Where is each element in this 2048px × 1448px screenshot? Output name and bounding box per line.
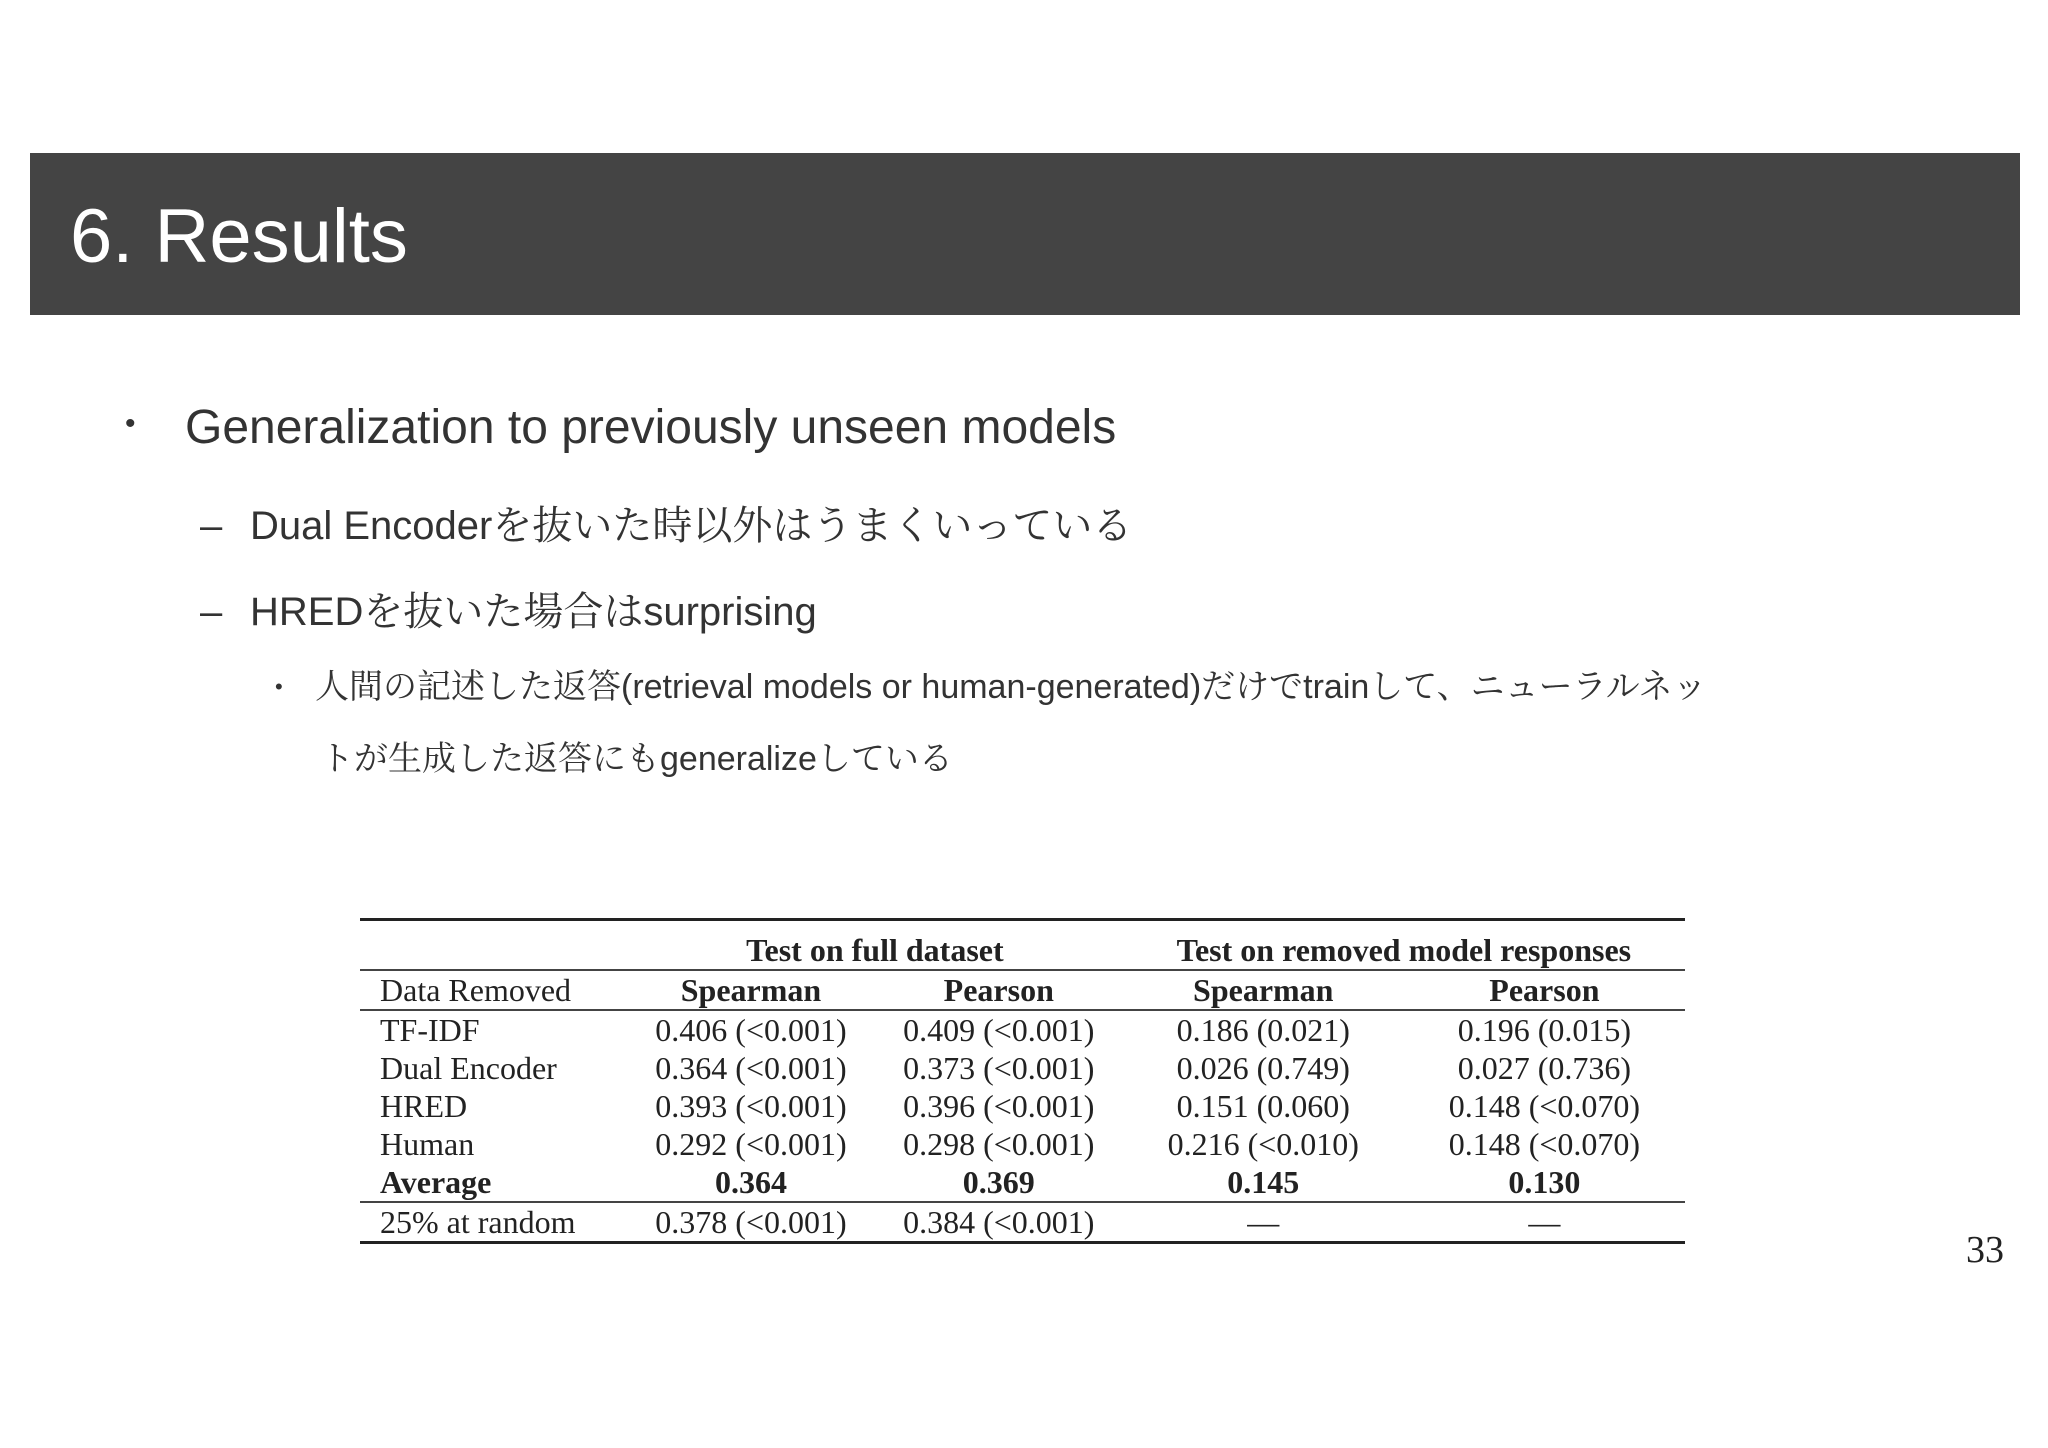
table-row: TF-IDF 0.406 (<0.001) 0.409 (<0.001) 0.186 (0.021) 0.196 (0.015) <box>360 1010 1685 1049</box>
col-header: Pearson <box>943 971 1054 1008</box>
col-header: Data Removed <box>380 971 572 1008</box>
col-header: Spearman <box>680 971 822 1008</box>
group-header: Test on removed model responses <box>1176 931 1632 968</box>
bullet-dash: – <box>200 590 223 634</box>
col-header: Spearman <box>1193 971 1334 1008</box>
bullet-dot: • <box>125 407 136 441</box>
page-number: 33 <box>1966 1229 2004 1271</box>
bullet-level3-line1: 人間の記述した返答(retrieval models or human-generated)だけでtrainして、ニューラルネッ <box>315 668 1707 706</box>
bullet-level3-item <box>275 653 1975 793</box>
average-row: Average 0.364 0.369 0.145 0.130 <box>380 1163 1581 1200</box>
bullet-dash: – <box>200 504 223 548</box>
table-row: HRED 0.393 (<0.001) 0.396 (<0.001) 0.151 (0.060) 0.148 (<0.070) <box>380 1087 1641 1124</box>
bullet-level2-text: Dual Encoderを抜いた時以外はうまくいっている <box>250 504 1133 548</box>
bullet-level2-item <box>200 580 817 637</box>
bullet-level2-text: HREDを抜いた場合はsurprising <box>250 590 817 634</box>
bullet-level2-item <box>200 494 1132 551</box>
results-table <box>360 918 1685 1244</box>
col-header: Pearson <box>1489 971 1600 1008</box>
title-bar <box>30 153 2020 315</box>
slide-title: 6. Results <box>70 194 408 279</box>
table-row: Dual Encoder 0.364 (<0.001) 0.373 (<0.001) 0.026 (0.749) 0.027 (0.736) <box>380 1049 1632 1086</box>
table-row: Human 0.292 (<0.001) 0.298 (<0.001) 0.216 (<0.010) 0.148 (<0.070) <box>380 1125 1641 1162</box>
bullet-level1 <box>125 400 1116 455</box>
bullet-dot: • <box>275 674 283 699</box>
group-header: Test on full dataset <box>746 931 1004 968</box>
bullet-level1-text: Generalization to previously unseen models <box>185 401 1117 454</box>
bullet-level3-line2: トが生成した返答にもgeneralizeしている <box>320 740 953 778</box>
random-row: 25% at random 0.378 (<0.001) 0.384 (<0.001) — — <box>360 1202 1685 1243</box>
